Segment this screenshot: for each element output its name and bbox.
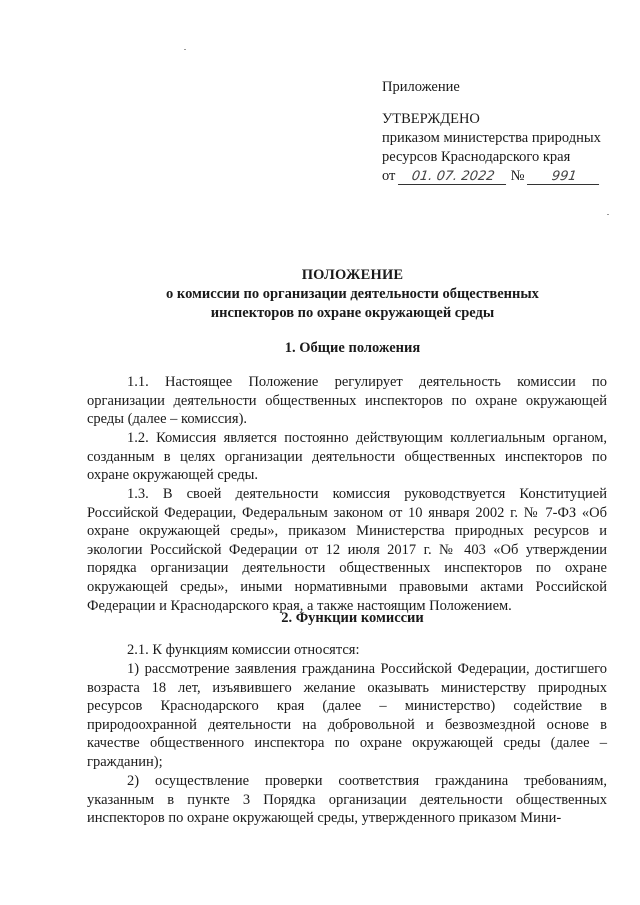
- approval-date-line: [382, 167, 622, 186]
- approval-stamp-block: [382, 78, 622, 186]
- paragraph-1-1: 1.1. Настоящее Положение регулирует деятельность комиссии по организации деятельности общественных инспекторов по охране окружающей среды (далее – комиссия).: [87, 374, 607, 428]
- approved-line-1: приказом министерства природных: [382, 130, 601, 146]
- appendix-label: Приложение: [382, 79, 460, 95]
- scan-speck: [607, 214, 609, 215]
- paragraph-1-3: 1.3. В своей деятельности комиссия руководствуется Конституцией Российской Федерации, Федеральным законом от 10 января 2002 г. № 7-ФЗ «Об охране окружающей среды», приказом Министерства природных ресурсов и экологии Российской Федерации от 12 июля 2017 г. № 403 «Об утверждении порядка организации деятельности общественных инспекторов по охране окружающей среды», иными нормативными правовыми актами Российской Федерации и Краснодарского края, а также настоящим Положением.: [87, 486, 607, 614]
- handwritten-date: 01. 07. 2022: [398, 170, 508, 185]
- approval-block: [382, 110, 622, 186]
- scan-speck: [184, 49, 186, 50]
- section-1-heading: 1. Общие положения: [284, 340, 421, 356]
- number-sign: №: [510, 168, 525, 184]
- list-item-1: 1) рассмотрение заявления гражданина Российской Федерации, достигшего возраста 18 лет, изъявившего желание оказывать министерству природных ресурсов Краснодарского края (далее – министерство) содействие в природоохранной деятельности на добровольной и безвозмездной основе в качестве общественного инспектора по охране окружающей среды (далее – гражданин);: [87, 661, 607, 770]
- list-item-2: 2) осуществление проверки соответствия гражданина требованиям, указанным в пункте 3 Порядка организации деятельности общественных инспекторов по охране окружающей среды, утвержденного приказом Мини-: [87, 773, 607, 827]
- approved-title: УТВЕРЖДЕНО: [382, 111, 480, 127]
- handwritten-number: 991: [527, 170, 601, 185]
- section-2-heading: 2. Функции комиссии: [281, 610, 424, 626]
- approved-line-2: ресурсов Краснодарского края: [382, 149, 571, 165]
- title-subtitle-2: инспекторов по охране окружающей среды: [210, 305, 495, 321]
- paragraph-2-1: 2.1. К функциям комиссии относятся:: [127, 642, 360, 658]
- document-title: [60, 266, 640, 323]
- date-prefix: от: [382, 168, 396, 184]
- title-subtitle-1: о комиссии по организации деятельности общественных: [166, 286, 539, 302]
- title-main: ПОЛОЖЕНИЕ: [301, 267, 404, 283]
- paragraph-1-2: 1.2. Комиссия является постоянно действующим коллегиальным органом, созданным в целях организации деятельности общественных инспекторов по охране окружающей среды.: [87, 430, 607, 484]
